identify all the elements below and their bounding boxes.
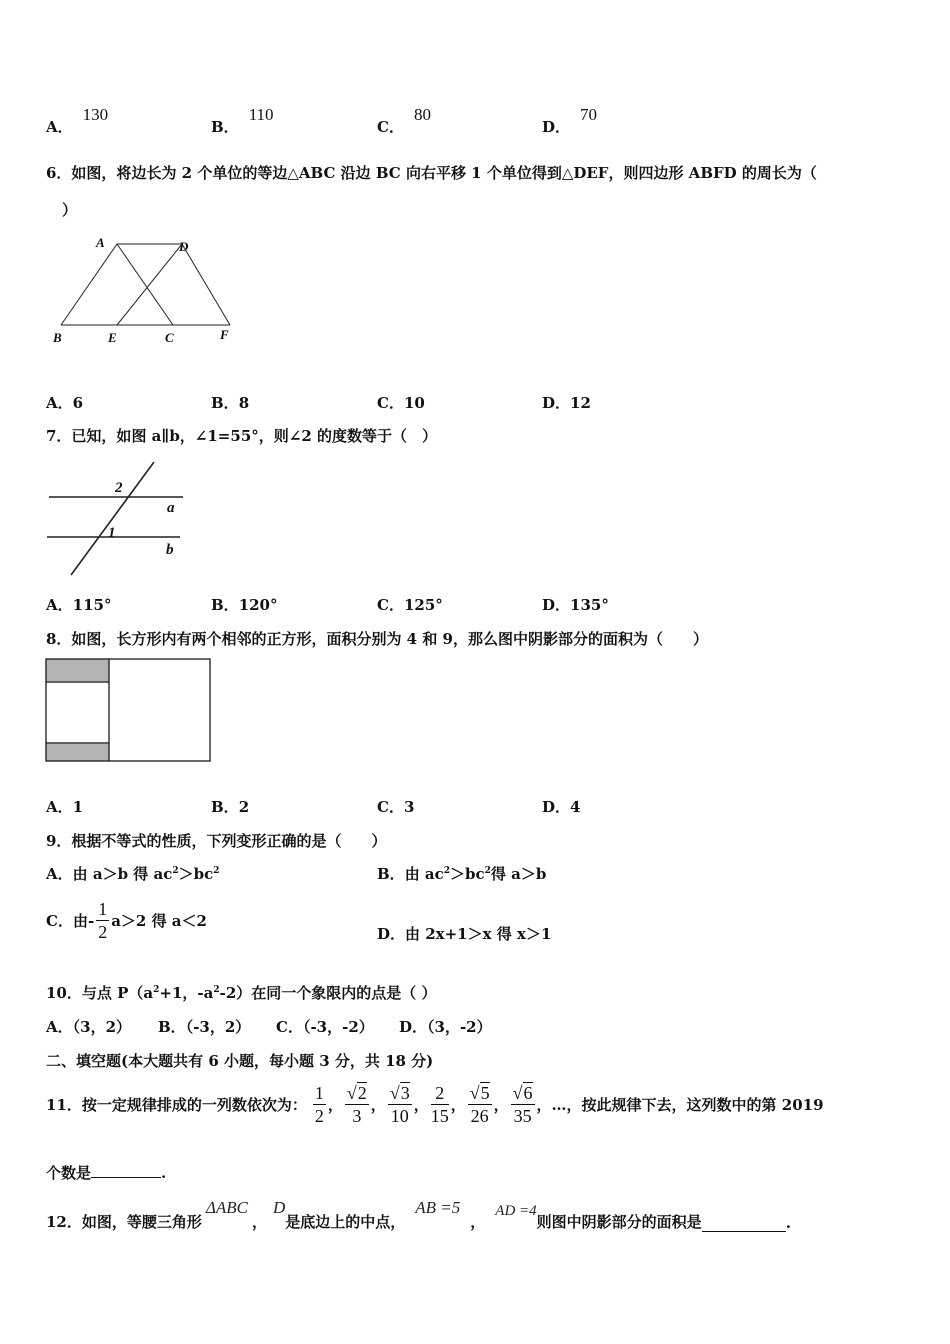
label-e: E	[108, 330, 117, 345]
q11-line2	[46, 1162, 166, 1183]
exponent: 2	[213, 866, 220, 876]
denominator: 2	[98, 921, 108, 942]
option-label: A．	[46, 394, 73, 412]
option-label: C．	[377, 596, 404, 614]
q7-option-a	[46, 594, 111, 615]
ad-equation: AD =4	[495, 1203, 537, 1219]
option-value: （3，2）	[72, 1018, 132, 1036]
q9-text: 9．根据不等式的性质，下列变形正确的是（ ）	[46, 832, 387, 850]
q8-option-a	[46, 796, 83, 817]
q11-line2-text: 个数是	[46, 1164, 92, 1182]
section-2-title: 二、填空题(本大题共有 6 小题，每小题 3 分，共 18 分)	[46, 1052, 434, 1070]
q6-option-a	[46, 392, 83, 413]
option-value: 6	[72, 394, 84, 412]
option-label: C．	[276, 1018, 303, 1036]
angle-2-label: 2	[115, 480, 123, 496]
radicand: 6	[523, 1082, 533, 1103]
numerator: 1	[314, 1082, 324, 1103]
option-value: （-3，2）	[185, 1018, 251, 1036]
option-text: 由 a＞b 得 ac	[72, 865, 173, 883]
option-label: B．	[377, 865, 405, 883]
q6-text: 6．如图，将边长为 2 个单位的等边△ABC 沿边 BC 向右平移 1 个单位得到△DEF，则四边形 ABFD 的周长为（	[46, 164, 817, 182]
option-label: C．	[377, 798, 404, 816]
angle-1-label: 1	[108, 525, 116, 541]
ab-equation: AB =5	[415, 1198, 461, 1217]
option-text: a＞2 得 a＜2	[111, 911, 207, 930]
option-value: 12	[570, 394, 591, 412]
q10-option-c	[276, 1016, 374, 1037]
fraction-4	[431, 1082, 449, 1127]
option-label: B．	[211, 596, 239, 614]
q10-text	[46, 982, 436, 1003]
segment-df	[182, 244, 230, 325]
q12-mid: 是底边上的中点，	[285, 1213, 406, 1231]
q6-text-end: ）	[62, 201, 78, 219]
option-label: D．	[542, 394, 571, 412]
option-label: A．	[46, 596, 73, 614]
q5-option-c	[377, 104, 431, 136]
q11-text	[46, 1076, 824, 1132]
denominator: 15	[430, 1105, 449, 1126]
option-label: D．	[542, 798, 571, 816]
q5-option-a	[46, 104, 109, 136]
option-value: 80	[413, 105, 431, 124]
label-b: B	[53, 330, 62, 345]
option-value: 2	[238, 798, 250, 816]
fraction-1	[313, 1082, 326, 1127]
q11-pre: 11．按一定规律排成的一列数依次为：	[46, 1095, 307, 1114]
separator: ，	[327, 1095, 343, 1114]
q10-post: -2）在同一个象限内的点是（ ）	[219, 984, 437, 1002]
radicand: 3	[400, 1082, 410, 1103]
segment-ab	[61, 244, 117, 325]
segment-ac	[117, 244, 173, 325]
fraction-3	[388, 1082, 412, 1127]
line-b-label: b	[166, 542, 174, 558]
q7-text: 7．已知，如图 a∥b，∠1=55°，则∠2 的度数等于（ ）	[46, 427, 437, 445]
numerator: √6	[512, 1082, 533, 1103]
option-value: 10	[403, 394, 425, 412]
option-value: 135°	[570, 596, 609, 614]
option-value: （3，-2）	[427, 1018, 492, 1036]
option-value: （-3，-2）	[302, 1018, 374, 1036]
option-value: 130	[82, 105, 109, 124]
separator: ，	[413, 1095, 429, 1114]
option-label: A．	[46, 865, 73, 883]
q11-post: ，…，按此规律下去，这列数中的第 2019	[536, 1095, 824, 1114]
q10-pre: 10．与点 P（a	[46, 984, 154, 1002]
separator: ，	[251, 1213, 267, 1231]
q12-end: .	[785, 1214, 791, 1232]
point-d: D	[272, 1198, 286, 1217]
exponent: 2	[153, 985, 160, 995]
q8-text: 8．如图，长方形内有两个相邻的正方形，面积分别为 4 和 9，那么图中阴影部分的面积为（ ）	[46, 630, 708, 648]
option-label: D．	[542, 118, 571, 136]
numerator: 1	[98, 898, 108, 919]
option-value: 125°	[403, 596, 443, 614]
q6-option-c	[377, 392, 425, 413]
q7-option-c	[377, 594, 443, 615]
radicand: 5	[480, 1082, 490, 1103]
fraction-2	[345, 1082, 369, 1127]
line-a-label: a	[167, 500, 175, 516]
shaded-top	[46, 659, 109, 682]
exponent: 2	[443, 866, 451, 876]
q10-option-a	[46, 1016, 131, 1037]
separator: ，	[370, 1095, 386, 1114]
numerator: 2	[431, 1082, 449, 1105]
denominator: 26	[470, 1105, 489, 1126]
option-value: 110	[248, 105, 274, 124]
numerator: √2	[346, 1082, 367, 1103]
option-label: A．	[46, 798, 73, 816]
q6-figure	[45, 232, 245, 347]
fraction-6	[511, 1082, 535, 1127]
q10-mid: +1，-a	[159, 984, 214, 1002]
option-label: C．	[377, 394, 404, 412]
q12-text	[46, 1192, 791, 1232]
small-square	[46, 682, 109, 743]
q10-option-d	[399, 1016, 492, 1037]
numerator: √3	[389, 1082, 410, 1103]
option-label: D．	[542, 596, 571, 614]
label-c: C	[165, 330, 174, 345]
q8-option-d	[542, 796, 580, 817]
q9-option-c	[46, 895, 207, 945]
exponent: 2	[213, 985, 220, 995]
q5-option-b	[211, 104, 274, 136]
denominator: 2	[314, 1105, 324, 1126]
numerator: √5	[469, 1082, 490, 1103]
q8-option-c	[377, 796, 414, 817]
option-value: 4	[570, 798, 581, 816]
large-square	[109, 659, 210, 761]
option-label: C．	[377, 118, 404, 136]
option-label: D．	[377, 925, 406, 943]
shaded-bottom	[46, 743, 109, 761]
option-label: A．	[46, 1018, 73, 1036]
exponent: 2	[172, 866, 179, 876]
option-label: B．	[211, 118, 239, 136]
transversal	[71, 462, 154, 575]
denominator: 10	[390, 1105, 409, 1126]
fraction	[96, 898, 109, 943]
q11-end: .	[161, 1164, 167, 1182]
option-label: C．	[46, 911, 73, 930]
option-value: 120°	[238, 596, 278, 614]
option-text: 由 2x+1＞x 得 x＞1	[405, 925, 552, 943]
option-text: 得 a＞b	[490, 865, 547, 883]
option-value: 115°	[72, 596, 112, 614]
denominator: 35	[513, 1105, 532, 1126]
answer-blank[interactable]	[91, 1177, 161, 1178]
q9-option-b	[377, 863, 546, 884]
label-a: A	[96, 235, 105, 250]
q9-option-d	[377, 923, 551, 944]
label-d: D	[179, 239, 189, 254]
option-label: D．	[399, 1018, 428, 1036]
answer-blank[interactable]	[702, 1231, 786, 1232]
option-text: 由-	[72, 911, 95, 930]
q7-figure	[45, 458, 190, 580]
option-text: ＞bc	[450, 865, 485, 883]
segment-ed	[117, 244, 182, 325]
q12-post: 则图中阴影部分的面积是	[536, 1213, 702, 1231]
radicand: 2	[357, 1082, 367, 1103]
q12-pre: 12．如图，等腰三角形	[46, 1213, 202, 1231]
q8-figure	[44, 657, 214, 765]
separator: ，	[470, 1213, 486, 1231]
option-label: B．	[211, 798, 239, 816]
option-label: A．	[46, 118, 73, 136]
label-f: F	[220, 327, 229, 342]
option-value: 70	[580, 105, 598, 124]
q8-option-b	[211, 796, 249, 817]
option-value: 1	[72, 798, 84, 816]
option-text: ＞bc	[178, 865, 214, 883]
denominator: 3	[352, 1105, 362, 1126]
option-label: B．	[158, 1018, 186, 1036]
q7-option-d	[542, 594, 609, 615]
q6-option-b	[211, 392, 249, 413]
q10-option-b	[158, 1016, 250, 1037]
exponent: 2	[484, 866, 491, 876]
option-label: B．	[211, 394, 239, 412]
triangle-abc: ΔABC	[205, 1198, 248, 1217]
q5-option-d	[542, 104, 598, 136]
option-text: 由 ac	[404, 865, 444, 883]
option-value: 8	[238, 394, 250, 412]
separator: ，	[493, 1095, 509, 1114]
separator: ，	[450, 1095, 466, 1114]
option-value: 3	[403, 798, 415, 816]
fraction-5	[468, 1082, 492, 1127]
q7-option-b	[211, 594, 278, 615]
q6-option-d	[542, 392, 591, 413]
q9-option-a	[46, 863, 220, 884]
